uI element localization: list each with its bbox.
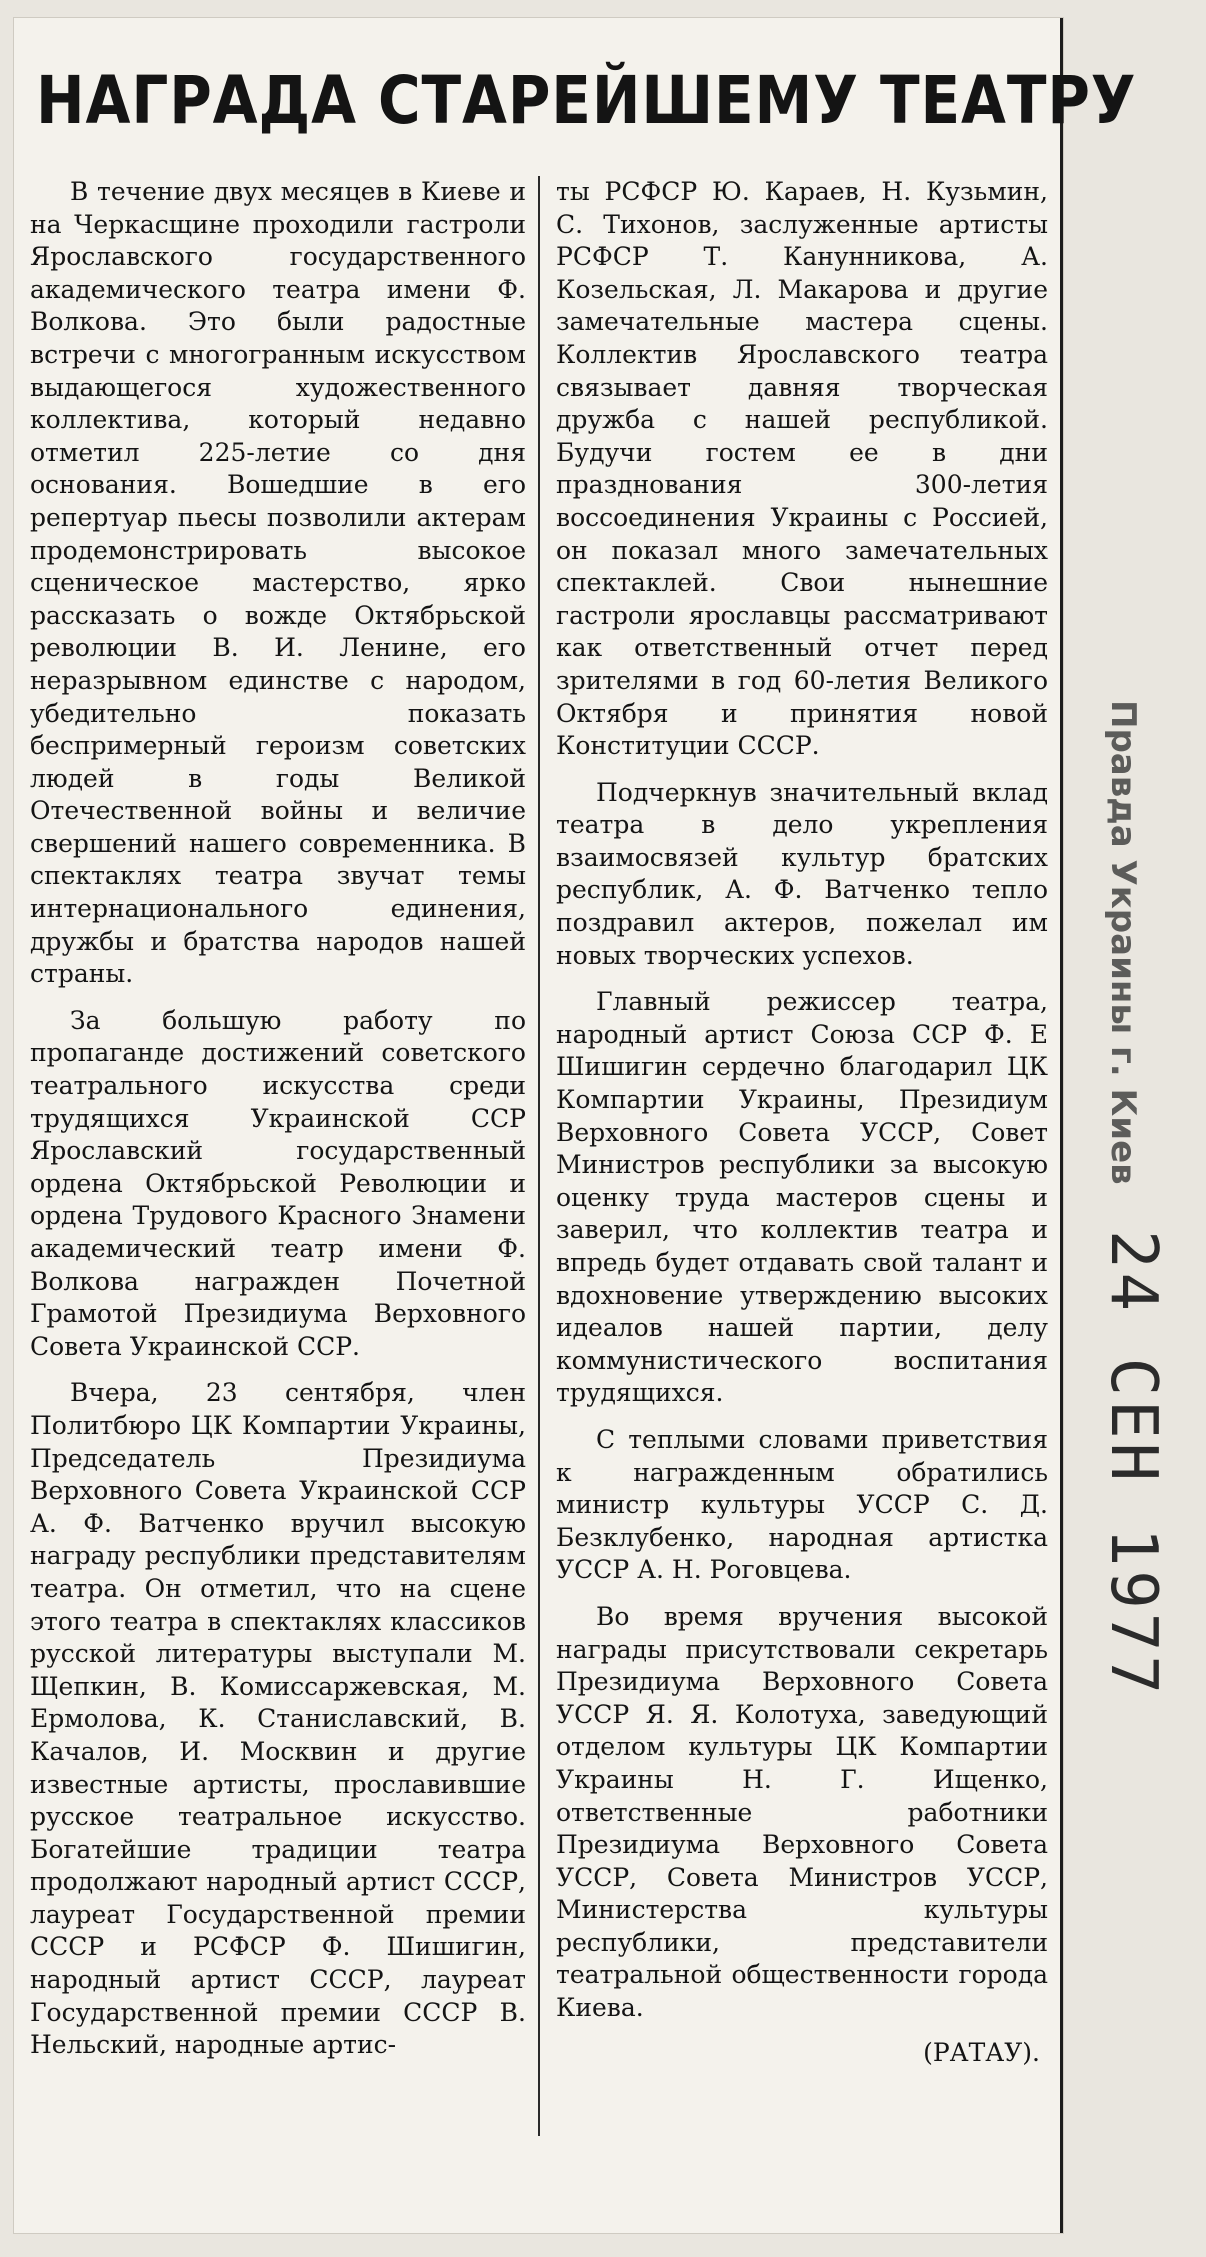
paragraph: За большую работу по пропаганде достижений советского театрального искусства среди трудящихся Украинской ССР Ярославский государственный ордена Октябрьской Революции и ордена Трудового Красного Знамени академический театр имени Ф. Волкова награжден Почетной Грамотой Президиума Верховного Совета Украинской ССР. bbox=[30, 1005, 526, 1361]
headline: НАГРАДА СТАРЕЙШЕМУ ТЕАТРУ bbox=[36, 62, 1137, 139]
paragraph: Во время вручения высокой награды присутствовали секретарь Президиума Верховного Совета УССР Я. Я. Колотуха, заведующий отделом культуры ЦК Компартии Украины Н. Г. Ищенко, ответственные работники Президиума Верховного Совета УССР, Совета Министров УССР, Министерства культуры республики, представители театральной общественности города Киева. bbox=[556, 1601, 1048, 2023]
article-column-left bbox=[30, 176, 526, 2062]
column-divider bbox=[538, 176, 540, 2136]
paragraph: ты РСФСР Ю. Караев, Н. Кузьмин, С. Тихонов, заслуженные артисты РСФСР Т. Канунникова, А. Козельская, Л. Макарова и другие замечательные мастера сцены. Коллектив Ярославского театра связывает давняя творческая дружба с нашей республикой. Будучи гостем ее в дни празднования 300-летия воссоединения Украины с Россией, он показал много замечательных спектаклей. Свои нынешние гастроли ярославцы рассматривают как ответственный отчет перед зрителями в год 60-летия Великого Октября и принятия новой Конституции СССР. bbox=[556, 177, 1048, 761]
paragraph: Вчера, 23 сентября, член Политбюро ЦК Компартии Украины, Председатель Президиума Верховного Совета Украинской ССР А. Ф. Ватченко вручил высокую награду республики представителям театра. Он отметил, что на сцене этого театра в спектаклях классиков русской литературы выступали М. Щепкин, В. Комиссаржевская, М. Ермолова, К. Станиславский, В. Качалов, И. Москвин и другие известные артисты, прославившие русское театральное искусство. Богатейшие традиции театра продолжают народный артист СССР, лауреат Государственной премии СССР и РСФСР Ф. Шишигин, народный артист СССР, лауреат Государственной премии СССР В. Нельский, народные артис- bbox=[30, 1378, 526, 2060]
article-column-right bbox=[556, 176, 1048, 2069]
signature: (РАТАУ). bbox=[923, 2037, 1040, 2067]
paragraph: С теплыми словами приветствия к награжденным обратились министр культуры УССР С. Д. Безклубенко, народная артистка УССР А. Н. Роговцева. bbox=[556, 1424, 1048, 1585]
paragraph: Подчеркнув значительный вклад театра в дело укрепления взаимосвязей культур братских республик, А. Ф. Ватченко тепло поздравил актеров, пожелал им новых творческих успехов. bbox=[556, 777, 1048, 970]
source-stamp: Правда Украины г. Киев bbox=[1103, 700, 1143, 1185]
paragraph: Главный режиссер театра, народный артист Союза ССР Ф. Е Шишигин сердечно благодарил ЦК Компартии Украины, Президиум Верховного Совета УССР, Совет Министров республики за высокую оценку труда мастеров сцены и заверил, что коллектив театра и впредь будет отдавать свой талант и вдохновение утверждению высоких идеалов нашей партии, делу коммунистического воспитания трудящихся. bbox=[556, 987, 1048, 1408]
paragraph: В течение двух месяцев в Киеве и на Черкасщине проходили гастроли Ярославского государственного академического театра имени Ф. Волкова. Это были радостные встречи с многогранным искусством выдающегося художественного коллектива, который недавно отметил 225-летие со дня основания. Вошедшие в его репертуар пьесы позволили актерам продемонстрировать высокое сценическое мастерство, ярко рассказать о вожде Октябрьской революции В. И. Ленине, его неразрывном единстве с народом, убедительно показать беспримерный героизм советских людей в годы Великой Отечественной войны и величие свершений нашего современника. В спектаклях театра звучат темы интернационального единения, дружбы и братства народов нашей страны. bbox=[30, 177, 526, 989]
date-stamp: 24 СЕН 1977 bbox=[1096, 1230, 1170, 1698]
